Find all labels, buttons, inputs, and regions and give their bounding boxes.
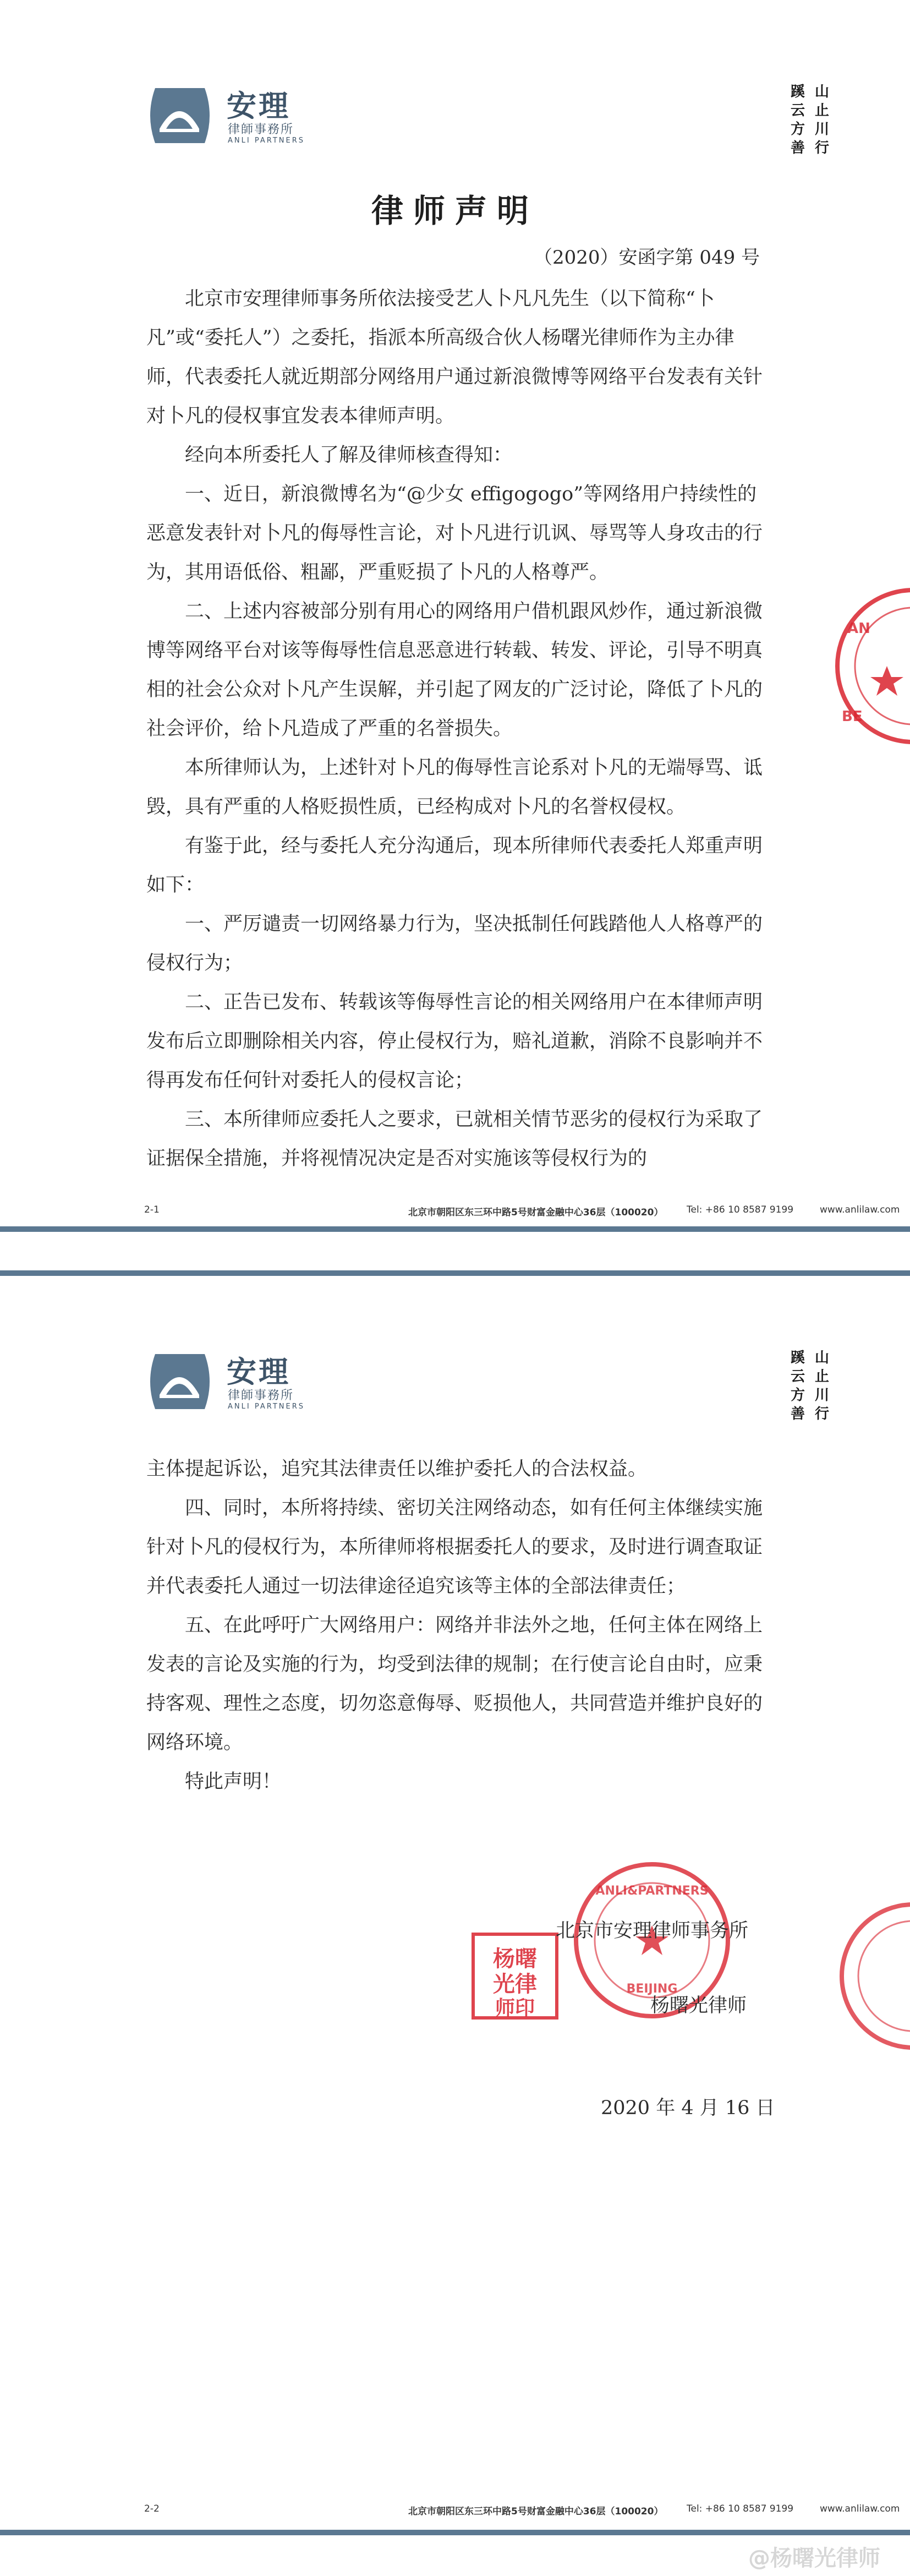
page-number: 2-2 — [144, 2503, 160, 2514]
page1-footer — [0, 1204, 910, 1221]
paragraph: 北京市安理律师事务所依法接受艺人卜凡凡先生（以下简称“卜凡”或“委托人”）之委托，指派本所高级合伙人杨曙光律师作为主办律师，代表委托人就近期部分网络用户通过新浪微博等网络平台发表有关针对卜凡的侵权事宜发表本律师声明。 — [146, 288, 763, 427]
document-number: （2020）安函字第 049 号 — [534, 247, 760, 269]
paragraph: 本所律师认为，上述针对卜凡的侮辱性言论系对卜凡的无端辱骂、诋毁，具有严重的人格贬损性质，已经构成对卜凡的名誉权侵权。 — [146, 757, 763, 818]
brand-english: ANLI PARTNERS — [228, 137, 305, 145]
paragraph: 特此声明！ — [185, 1771, 282, 1793]
footer-address: 北京市朝阳区东三环中路5号财富金融中心36层（100020） — [408, 1207, 664, 1218]
brand-english: ANLI PARTNERS — [228, 1402, 305, 1411]
page2-top-rule — [0, 1270, 910, 1276]
svg-text:BEIJING: BEIJING — [626, 1982, 678, 1996]
paragraph: 一、严厉谴责一切网络暴力行为，坚决抵制任何践踏他人人格尊严的侵权行为； — [146, 913, 763, 974]
brand-subtitle: 律師事務所 — [228, 123, 294, 137]
page1-body — [146, 280, 768, 1178]
anli-mark-icon — [144, 1349, 216, 1415]
weibo-watermark: @杨曙光律师 — [748, 2546, 880, 2571]
footer-website: www.anlilaw.com — [820, 2503, 900, 2514]
paragraph: 有鉴于此，经与委托人充分沟通后，现本所律师代表委托人郑重声明如下： — [146, 835, 763, 896]
page2-body — [146, 1450, 768, 1802]
svg-text:AN: AN — [847, 620, 870, 637]
page-number: 2-1 — [144, 1204, 160, 1215]
paragraph: 二、上述内容被部分别有用心的网络用户借机跟风炒作，通过新浪微博等网络平台对该等侮辱性信息恶意进行转载、转发、评论，引导不明真相的社会公众对卜凡产生误解，并引起了网友的广泛讨论，降低了卜凡的社会评价，给卜凡造成了严重的名誉损失。 — [146, 601, 763, 740]
firm-seal-partial-icon — [825, 583, 910, 749]
svg-text:BE: BE — [842, 708, 863, 725]
footer-website: www.anlilaw.com — [820, 1204, 900, 1215]
letter-page-1 — [0, 0, 910, 1233]
svg-text:光律: 光律 — [493, 1971, 537, 1997]
brand-name: 安理 — [227, 1355, 290, 1389]
signature-lawyer: 杨曙光律师 — [650, 1995, 747, 2017]
anli-mark-icon — [144, 83, 216, 149]
footer-tel: Tel: +86 10 8587 9199 — [687, 2503, 794, 2514]
paragraph: 五、在此呼吁广大网络用户：网络并非法外之地，任何主体在网络上发表的言论及实施的行为，均受到法律的规制；在行使言论自由时，应秉持客观、理性之态度，切勿恣意侮辱、贬损他人，共同营造并维护良好的网络环境。 — [146, 1614, 763, 1754]
firm-logo — [144, 1349, 364, 1415]
calligraphy-motto — [787, 1349, 853, 1426]
firm-logo — [144, 83, 364, 149]
svg-text:ANLI&PARTNERS: ANLI&PARTNERS — [595, 1884, 709, 1898]
page-gap — [0, 1233, 910, 1266]
page1-bottom-rule — [0, 1226, 910, 1232]
footer-tel: Tel: +86 10 8587 9199 — [687, 1204, 794, 1215]
calligraphy-col-2: 山 止 川 行 — [814, 84, 829, 156]
footer-address: 北京市朝阳区东三环中路5号财富金融中心36层（100020） — [408, 2506, 664, 2517]
paragraph: 四、同时，本所将持续、密切关注网络动态，如有任何主体继续实施针对卜凡的侵权行为，本所律师将根据委托人的要求，及时进行调查取证并代表委托人通过一切法律途径追究该等主体的全部法律责任； — [146, 1497, 763, 1597]
lawyer-seal-icon — [471, 1932, 559, 2020]
paragraph: 一、近日，新浪微博名为“@少女 effigogogo”等网络用户持续性的恶意发表针对卜凡的侮辱性言论，对卜凡进行讥讽、辱骂等人身攻击的行为，其用语低俗、粗鄙，严重贬损了卜凡的人格尊严。 — [146, 483, 763, 583]
signature-firm: 北京市安理律师事务所 — [556, 1920, 749, 1942]
page2-bottom-rule — [0, 2530, 910, 2535]
letter-page-2 — [0, 1266, 910, 2576]
svg-text:杨曙: 杨曙 — [493, 1946, 537, 1972]
calligraphy-col-1: 蹊 云 方 善 — [790, 84, 805, 156]
calligraphy-motto — [787, 83, 853, 160]
document-title: 律师声明 — [371, 192, 539, 230]
paragraph: 经向本所委托人了解及律师核查得知： — [185, 444, 513, 466]
calligraphy-col-2: 山 止 川 行 — [814, 1350, 829, 1422]
calligraphy-col-1: 蹊 云 方 善 — [790, 1350, 805, 1422]
paragraph: 二、正告已发布、转载该等侮辱性言论的相关网络用户在本律师声明发布后立即删除相关内容，停止侵权行为，赔礼道歉，消除不良影响并不得再发布任何针对委托人的侵权言论； — [146, 991, 763, 1091]
signature-date: 2020 年 4 月 16 日 — [601, 2097, 775, 2119]
page2-footer — [0, 2503, 910, 2520]
paragraph: 主体提起诉讼，追究其法律责任以维护委托人的合法权益。 — [146, 1458, 648, 1480]
svg-text:师印: 师印 — [495, 1996, 535, 2020]
brand-subtitle: 律師事務所 — [228, 1389, 294, 1402]
brand-name: 安理 — [227, 89, 290, 123]
firm-seal-partial-icon — [825, 1899, 910, 2053]
paragraph: 三、本所律师应委托人之要求，已就相关情节恶劣的侵权行为采取了证据保全措施，并将视情况决定是否对实施该等侵权行为的 — [146, 1109, 763, 1170]
